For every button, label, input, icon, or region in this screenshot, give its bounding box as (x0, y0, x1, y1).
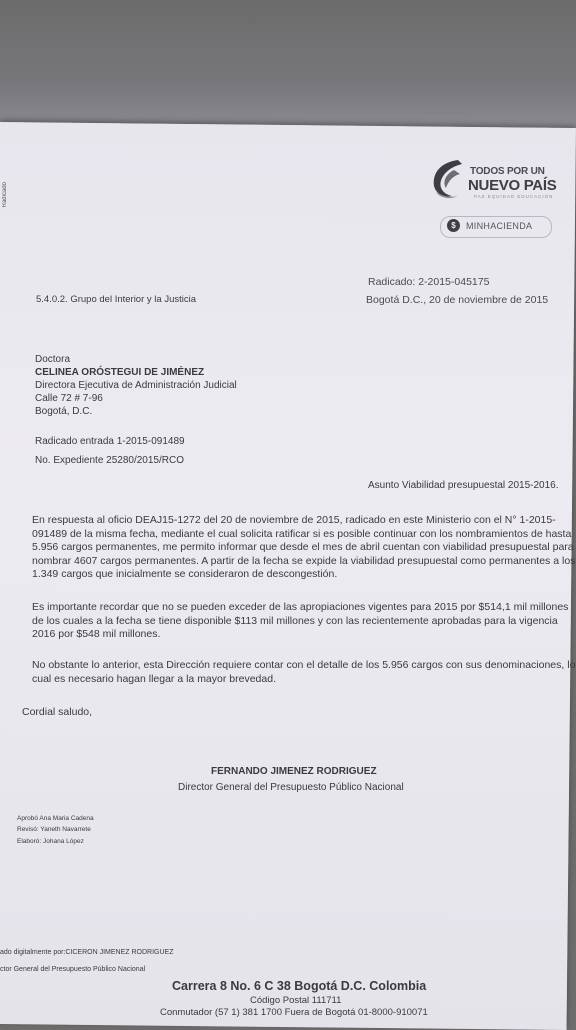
body-line: 5.956 cargos permanentes, me permito informar que desde el mes de abril cuentan con viabilidad presupuestal para (32, 541, 574, 554)
prepared-by: Elaboró: Johana López (17, 838, 84, 845)
recipient-title: Directora Ejecutiva de Administración Judicial (35, 380, 237, 391)
colombia-logo-icon (428, 156, 468, 200)
recipient-address: Calle 72 # 7-96 (35, 393, 103, 404)
recipient-salutation: Doctora (35, 354, 71, 365)
body-line: de los cuales a la fecha se tiene disponible $113 mil millones y con las recientemente aprobadas para la vigencia (32, 614, 558, 627)
reviewed-by: Revisó: Yaneth Navarrete (17, 826, 91, 833)
reference-entrada: Radicado entrada 1-2015-091489 (35, 436, 185, 447)
signer-name: FERNANDO JIMENEZ RODRIGUEZ (211, 766, 377, 777)
closing: Cordial saludo, (22, 706, 93, 718)
radicado-number: Radicado: 2-2015-045175 (368, 276, 490, 288)
recipient-name: CELINEA ORÓSTEGUI DE JIMÉNEZ (35, 367, 205, 378)
approved-by: Aprobó Ana Maria Cadena (17, 815, 94, 822)
body-line: 2016 por $548 mil millones. (32, 628, 161, 641)
recipient-city: Bogotá, D.C. (35, 406, 93, 417)
body-line: 1.349 cargos que inicialmente se consideraron de descongestión. (32, 568, 338, 581)
body-line: En respuesta al oficio DEAJ15-1272 del 20 de noviembre de 2015, radicado en este Ministerio con el N° 1-2015- (32, 514, 556, 526)
digital-signature-line2: ctor General del Presupuesto Público Nacional (0, 966, 146, 973)
reference-expediente: No. Expediente 25280/2015/RCO (35, 455, 184, 466)
digital-signature-line1: ado digitalmente por:CICERON JIMENEZ RODRIGUEZ (0, 949, 174, 956)
side-margin-text: Radicado (2, 182, 8, 208)
place-date: Bogotá D.C., 20 de noviembre de 2015 (366, 294, 549, 306)
body-paragraph-3 (32, 659, 576, 686)
footer-phone: Conmutador (57 1) 381 1700 Fuera de Bogotá 01-8000-910071 (160, 1007, 428, 1018)
logo-line1: TODOS POR UN (470, 166, 545, 177)
ministry-seal-icon: $ (447, 219, 460, 232)
logo-line3: PAZ EQUIDAD EDUCACIÓN (474, 194, 554, 199)
signer-title: Director General del Presupuesto Público Nacional (178, 782, 404, 793)
footer-address: Carrera 8 No. 6 C 38 Bogotá D.C. Colombia (172, 979, 427, 993)
dependency-code: 5.4.0.2. Grupo del Interior y la Justicia (36, 294, 196, 305)
body-line: nombrar 4607 cargos permanentes. A partir de la fecha se expide la viabilidad presupuestal como permanentes a los (32, 554, 576, 567)
body-paragraph-2 (32, 601, 576, 642)
body-line: 091489 de la misma fecha, mediante el cual solicita ratificar si es posible continuar con los nombramientos de hasta (32, 527, 572, 540)
body-line: No obstante lo anterior, esta Dirección requiere contar con el detalle de los 5.956 cargos con sus denominaciones, lo (32, 659, 576, 671)
body-paragraph-1 (32, 514, 576, 582)
logo-line2: NUEVO PAÍS (468, 177, 557, 194)
body-line: Es importante recordar que no se pueden exceder de las apropiaciones vigentes para 2015 por $514,1 mil millones (32, 601, 569, 613)
subject-line: Asunto Viabilidad presupuestal 2015-2016. (368, 480, 559, 491)
ministry-name: MINHACIENDA (466, 221, 533, 231)
footer-postal: Código Postal 111711 (250, 995, 342, 1006)
body-line: cual es necesario hagan llegar a la mayor brevedad. (32, 672, 276, 685)
background-surface (0, 0, 576, 135)
